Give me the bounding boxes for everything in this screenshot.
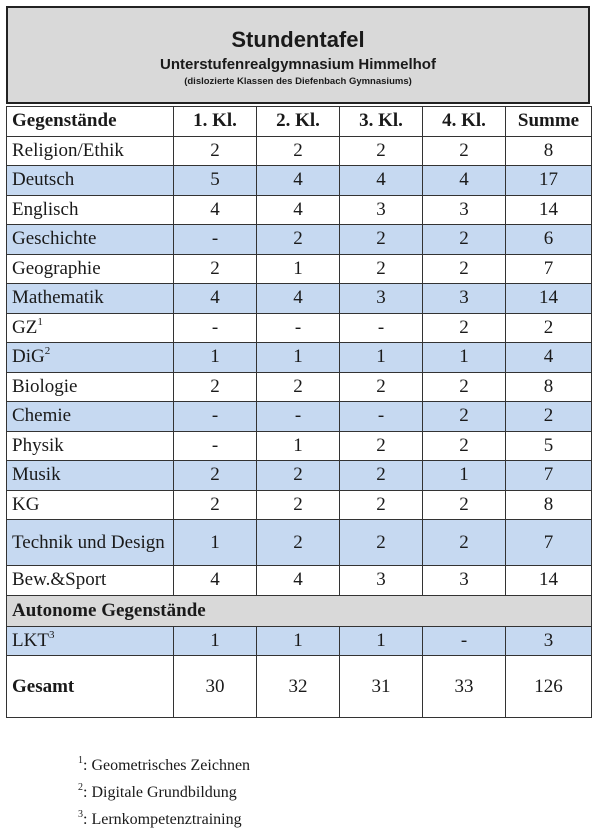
table-row <box>7 254 592 284</box>
subject-cell <box>7 136 174 166</box>
table-row <box>7 284 592 314</box>
hours-cell: 2 <box>257 490 340 520</box>
subject-cell <box>7 520 174 566</box>
subject-name: Physik <box>12 434 64 456</box>
footnote <box>78 779 250 806</box>
hours-cell: 2 <box>423 372 506 402</box>
section-label: Autonome Gegenstände <box>7 595 592 626</box>
hours-cell: 3 <box>340 566 423 596</box>
title-box <box>6 6 590 104</box>
footnote <box>78 752 250 779</box>
table-row <box>7 520 592 566</box>
subject-cell <box>7 225 174 255</box>
hours-cell: 2 <box>340 225 423 255</box>
section-row <box>7 595 592 626</box>
total-cell: 33 <box>423 656 506 718</box>
hours-cell: 2 <box>423 490 506 520</box>
sum-cell: 14 <box>506 284 592 314</box>
footnote <box>78 806 250 833</box>
table-row <box>7 195 592 225</box>
footnote-mark: 2 <box>44 345 51 358</box>
hours-cell: 2 <box>174 461 257 491</box>
footnote-text: : Lernkompetenztraining <box>83 811 242 828</box>
hours-cell: 2 <box>340 520 423 566</box>
hours-cell: 2 <box>423 313 506 343</box>
hours-cell: - <box>174 431 257 461</box>
column-header: Summe <box>506 107 592 137</box>
sum-cell: 7 <box>506 520 592 566</box>
total-row <box>7 656 592 718</box>
hours-cell: 2 <box>423 136 506 166</box>
total-label: Gesamt <box>7 656 174 718</box>
subject-name: Deutsch <box>12 169 75 191</box>
hours-cell: 2 <box>340 136 423 166</box>
subject-name: Bew.&Sport <box>12 569 107 591</box>
sum-cell: 2 <box>506 402 592 432</box>
hours-cell: 2 <box>340 254 423 284</box>
hours-cell: - <box>174 402 257 432</box>
subject-cell <box>7 372 174 402</box>
hours-cell: 2 <box>257 461 340 491</box>
hours-cell: 1 <box>174 520 257 566</box>
column-header: Gegenstände <box>7 107 174 137</box>
table-row <box>7 136 592 166</box>
hours-cell: 3 <box>423 195 506 225</box>
subject-cell <box>7 313 174 343</box>
footnote-text: : Digitale Grundbildung <box>83 784 237 801</box>
sum-cell: 8 <box>506 490 592 520</box>
hours-cell: 4 <box>174 566 257 596</box>
hours-cell: - <box>257 402 340 432</box>
subject-name: Religion/Ethik <box>12 139 124 161</box>
hours-cell: - <box>423 626 506 656</box>
sum-cell: 7 <box>506 254 592 284</box>
hours-cell: 2 <box>257 136 340 166</box>
total-sum-cell: 126 <box>506 656 592 718</box>
sum-cell: 3 <box>506 626 592 656</box>
hours-cell: 2 <box>340 372 423 402</box>
subject-rows <box>7 136 592 595</box>
table-row <box>7 343 592 373</box>
hours-cell: 3 <box>423 284 506 314</box>
subject-cell <box>7 343 174 373</box>
hours-cell: 1 <box>340 343 423 373</box>
subject-cell <box>7 402 174 432</box>
subject-cell <box>7 195 174 225</box>
sum-cell: 17 <box>506 166 592 196</box>
table-row <box>7 166 592 196</box>
school-note: (dislozierte Klassen des Diefenbach Gymnasiums) <box>184 76 412 87</box>
hours-cell: 4 <box>423 166 506 196</box>
hours-cell: 1 <box>257 254 340 284</box>
table-row <box>7 225 592 255</box>
sum-cell: 14 <box>506 195 592 225</box>
hours-cell: 4 <box>174 195 257 225</box>
hours-cell: 2 <box>257 372 340 402</box>
sum-cell: 7 <box>506 461 592 491</box>
column-header: 3. Kl. <box>340 107 423 137</box>
hours-cell: 2 <box>340 461 423 491</box>
hours-cell: 2 <box>423 254 506 284</box>
hours-cell: - <box>174 225 257 255</box>
hours-cell: 1 <box>257 626 340 656</box>
hours-cell: 1 <box>423 461 506 491</box>
hours-cell: 2 <box>174 490 257 520</box>
subject-cell <box>7 626 174 656</box>
hours-cell: 2 <box>340 490 423 520</box>
hours-cell: - <box>340 313 423 343</box>
footnotes <box>78 752 250 833</box>
sum-cell: 6 <box>506 225 592 255</box>
footnote-mark: 3 <box>78 809 83 820</box>
subject-cell <box>7 490 174 520</box>
subject-name: Technik und Design <box>12 532 165 553</box>
subject-name: Englisch <box>12 198 79 220</box>
sum-cell: 8 <box>506 136 592 166</box>
hours-cell: 2 <box>423 225 506 255</box>
subject-name: Biologie <box>12 375 78 397</box>
subject-name: Geographie <box>12 257 101 279</box>
hours-cell: 2 <box>174 254 257 284</box>
subject-name: KG <box>12 493 40 515</box>
sum-cell: 2 <box>506 313 592 343</box>
sum-cell: 8 <box>506 372 592 402</box>
table-row <box>7 431 592 461</box>
subject-name: Geschichte <box>12 228 97 250</box>
table-row <box>7 461 592 491</box>
hours-cell: 2 <box>423 402 506 432</box>
table-row <box>7 626 592 656</box>
subject-name: Mathematik <box>12 287 104 309</box>
table-row <box>7 566 592 596</box>
hours-cell: 1 <box>257 343 340 373</box>
table-row <box>7 490 592 520</box>
hours-cell: 4 <box>257 166 340 196</box>
hours-cell: 3 <box>340 284 423 314</box>
hours-cell: 1 <box>257 431 340 461</box>
hours-cell: 1 <box>174 626 257 656</box>
hours-cell: 2 <box>257 520 340 566</box>
table-row <box>7 313 592 343</box>
table-row <box>7 372 592 402</box>
hours-cell: - <box>340 402 423 432</box>
hours-cell: 1 <box>340 626 423 656</box>
subject-name: GZ <box>12 316 38 338</box>
footnote-mark: 1 <box>78 755 83 766</box>
page-title: Stundentafel <box>231 27 365 52</box>
column-header: 2. Kl. <box>257 107 340 137</box>
total-cell: 30 <box>174 656 257 718</box>
school-name: Unterstufenrealgymnasium Himmelhof <box>160 56 436 73</box>
hours-cell: 2 <box>423 520 506 566</box>
subject-cell <box>7 431 174 461</box>
hours-cell: 4 <box>340 166 423 196</box>
hours-cell: 4 <box>257 195 340 225</box>
subject-cell <box>7 166 174 196</box>
hours-cell: - <box>174 313 257 343</box>
sum-cell: 14 <box>506 566 592 596</box>
hours-cell: 1 <box>423 343 506 373</box>
sum-cell: 4 <box>506 343 592 373</box>
hours-cell: 2 <box>174 136 257 166</box>
footnote-mark: 3 <box>48 628 55 641</box>
hours-cell: 2 <box>423 431 506 461</box>
hours-cell: 2 <box>174 372 257 402</box>
sum-cell: 5 <box>506 431 592 461</box>
subject-name: DiG <box>12 346 45 368</box>
column-header: 4. Kl. <box>423 107 506 137</box>
hours-cell: 3 <box>423 566 506 596</box>
header-row <box>7 107 592 137</box>
subject-name: LKT <box>12 629 49 651</box>
hours-cell: 3 <box>340 195 423 225</box>
footnote-text: : Geometrisches Zeichnen <box>83 757 251 774</box>
hours-cell: 2 <box>257 225 340 255</box>
total-cell: 32 <box>257 656 340 718</box>
hours-cell: 4 <box>257 284 340 314</box>
column-header: 1. Kl. <box>174 107 257 137</box>
table-row <box>7 402 592 432</box>
footnote-mark: 1 <box>37 315 43 328</box>
hours-cell: 1 <box>174 343 257 373</box>
subject-name: Musik <box>12 464 61 486</box>
hours-cell: 5 <box>174 166 257 196</box>
subject-cell <box>7 284 174 314</box>
footnote-mark: 2 <box>78 782 83 793</box>
hours-cell: 2 <box>340 431 423 461</box>
subject-cell <box>7 461 174 491</box>
subject-cell <box>7 566 174 596</box>
timetable <box>6 106 592 718</box>
hours-cell: 4 <box>174 284 257 314</box>
hours-cell: - <box>257 313 340 343</box>
subject-name: Chemie <box>12 405 72 427</box>
hours-cell: 4 <box>257 566 340 596</box>
total-cell: 31 <box>340 656 423 718</box>
subject-cell <box>7 254 174 284</box>
